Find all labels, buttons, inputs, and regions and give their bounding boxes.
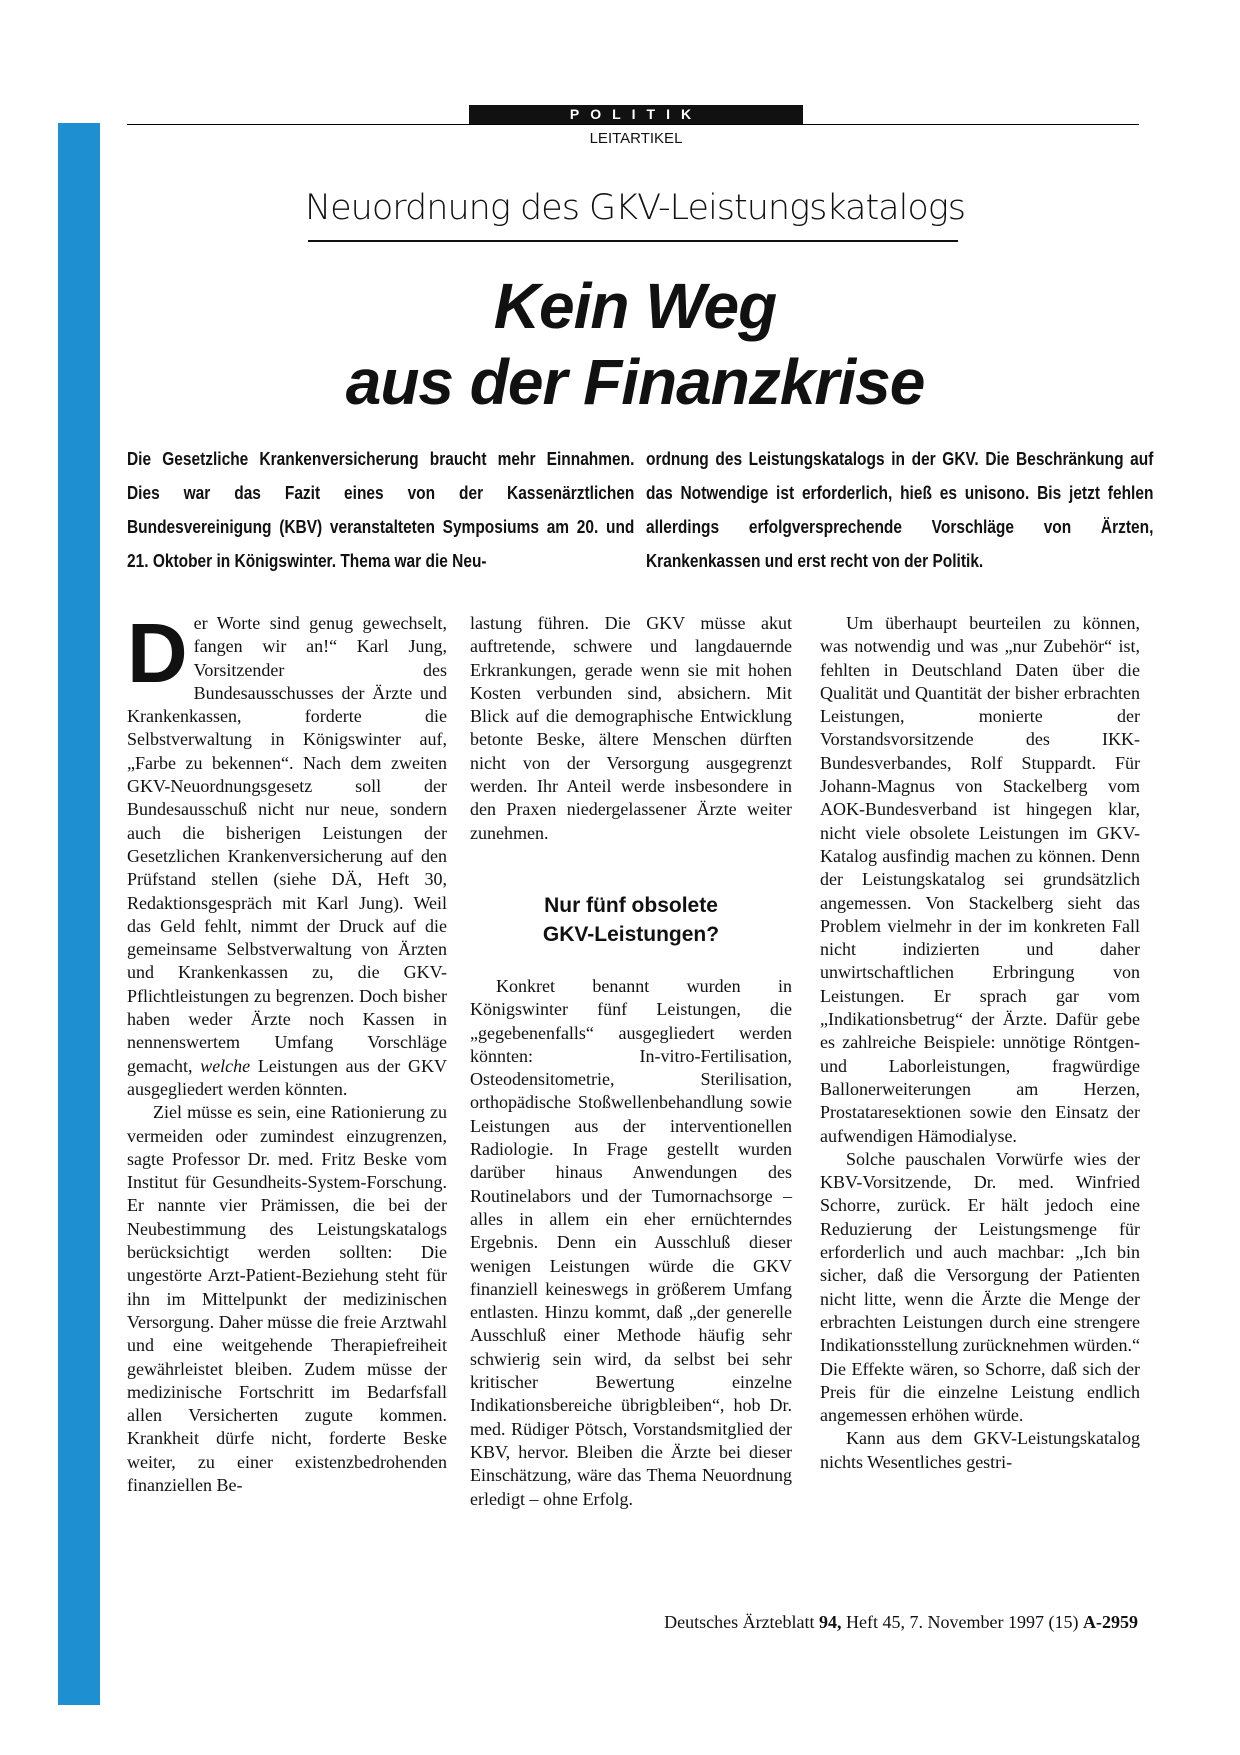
headline — [200, 268, 1070, 420]
paragraph — [127, 606, 447, 1101]
journal-volume: 94, — [819, 1612, 842, 1632]
paragraph: Konkret benannt wurden in Königswinter fünf Leistungen, die „gegebenenfalls“ ausgegliedert werden könnten: In-vitro-Fertilisation, Osteodensitometrie, Sterilisation, orthopädische Stoßwellenbehandlung sowie Leistungen aus der interventionellen Radiologie. In Frage gestellt wurden darüber hinaus Anwendungen des Routinelabors und der Tumornachsorge – alles in allem ein eher ernüchterndes Ergebnis. Denn ein Ausschluß dieser wenigen Leistungen würde die GKV finanziell keineswegs in größerem Umfang entlasten. Hinzu kommt, daß „der generelle Ausschluß einer Methode häufig sehr schwierig sein wird, da selbst bei sehr kritischer Bewertung einzelne Indikationsbereiche übrigbleiben“, hob Dr. med. Rüdiger Pötsch, Vorstandsmitglied der KBV, hervor. Bleiben die Ärzte bei dieser Einschätzung, wäre das Thema Neuordnung erledigt – ohne Erfolg. — [470, 975, 792, 1509]
issue-info: Heft 45, 7. November 1997 (15) — [841, 1612, 1083, 1632]
overline-rule — [308, 240, 958, 242]
headline-line-2: aus der Finanzkrise — [345, 346, 925, 418]
header-rule — [127, 124, 1139, 125]
subheading-line-2: GKV-Leistungen? — [542, 922, 720, 946]
paragraph: Kann aus dem GKV-Leistungskatalog nichts Wesentliches gestri- — [820, 1428, 1140, 1472]
page-number: A-2959 — [1083, 1612, 1138, 1632]
paragraph: Ziel müsse es sein, eine Rationierung zu vermeiden oder zumindest einzugrenzen, sagte Professor Dr. med. Fritz Beske vom Institut für Gesundheits-System-Forschung. Er nannte vier Prämissen, die bei der Neubestimmung des Leistungskatalogs berücksichtigt werden sollten: Die ungestörte Arzt-Patient-Beziehung steht für ihn im Mittelpunkt der medizinischen Versorgung. Daher müsse die freie Arztwahl und eine weitgehende Therapiefreiheit gewährleistet bleiben. Zudem müsse der medizinische Fortschritt im Bedarfsfall allen Versicherten zugute kommen. Krankheit dürfe nicht, forderte Beske weiter, zu einer existenzbedrohenden finanziellen Be- — [127, 1102, 447, 1495]
paragraph: Um überhaupt beurteilen zu können, was notwendig und was „nur Zubehör“ ist, fehlten in Deutschland Daten über die Qualität und Quantität der bisher erbrachten Leistungen, monierte der Vorstandsvorsitzende des IKK-Bundesverbandes, Rolf Stuppardt. Für Johann-Magnus von Stackelberg vom AOK-Bundesverband ist hingegen klar, nicht viele obsolete Leistungen im GKV-Katalog ausfindig machen zu können. Denn der Leistungskatalog sei grundsätzlich angemessen. Von Stackelberg sieht das Problem vielmehr in der im konkreten Fall nicht indizierten und daher unwirtschaftlichen Erbringung von Leistungen. Er sprach gar vom „Indikationsbetrug“ der Ärzte. Dafür gebe es zahlreiche Beispiele: unnötige Röntgen- und Laborleistungen, fragwürdige Ballonerweiterungen am Herzen, Prostataresektionen sowie den Einsatz der aufwendigen Hämodialyse. — [820, 613, 1140, 1146]
blue-sidebar-bar — [58, 123, 100, 1705]
drop-cap: D — [127, 606, 188, 700]
lead-right: ordnung des Leistungskatalogs in der GKV. Die Beschränkung auf das Notwendige ist erforderlich, hieß es unisono. Bis jetzt fehlen allerdings erfolgversprechende Vorschläge von Ärzten, Krankenkassen und erst recht von der Politik. — [646, 449, 1154, 571]
body-column-1 — [127, 606, 447, 1497]
journal-name: Deutsches Ärzteblatt — [664, 1612, 820, 1632]
body-column-3 — [820, 612, 1140, 1474]
paragraph: lastung führen. Die GKV müsse akut auftretende, schwere und langdauernde Erkrankungen, gerade wenn sie mit hohen Kosten verbunden sind, absichern. Mit Blick auf die demographische Entwicklung betonte Beske, ältere Menschen dürften nicht von der Versorgung ausgegrenzt werden. Ihr Anteil werde insbesondere in den Praxen niedergelassener Ärzte weiter zunehmen. — [470, 613, 792, 843]
text-run: Leistungen aus der GKV ausgegliedert werden könnten. — [127, 1055, 447, 1099]
paragraph: Solche pauschalen Vorwürfe wies der KBV-Vorsitzende, Dr. med. Winfried Schorre, zurück. Er hält jedoch eine Reduzierung der Leistungsmenge für erforderlich und auch machbar: „Ich bin sicher, daß die Versorgung der Patienten nicht litte, wenn die Ärzte die Menge der erbrachten Leistungen durch eine strengere Indikationsstellung zurücknehmen würden.“ Die Effekte wären, so Schorre, daß sich der Preis für die einzelne Leistung endlich angemessen erhöhen würde. — [820, 1148, 1140, 1426]
section-sublabel: LEITARTIKEL — [589, 130, 683, 147]
subheading-line-1: Nur fünf obsolete — [544, 893, 718, 917]
section-label: POLITIK — [469, 105, 803, 124]
emphasis: welche — [200, 1055, 251, 1076]
subheading — [470, 891, 792, 949]
text-run: er Worte sind genug gewechselt, fangen wir an!“ Karl Jung, Vorsitzender des Bundesausschusses der Ärzte und Krankenkassen, forderte die Selbstverwaltung in Königswinter auf, „Farbe zu bekennen“. Nach dem zweiten GKV-Neuordnungsgesetz soll der Bundesausschuß nicht nur neue, sondern auch die bisherigen Leistungen der Gesetzlichen Krankenversicherung auf den Prüfstand stellen (siehe DÄ, Heft 30, Redaktionsgespräch mit Karl Jung). Weil das Geld fehlt, nimmt der Druck auf die gemeinsame Selbstverwaltung von Ärzten und Krankenkassen zu, die GKV-Pflichtleistungen zu begrenzen. Doch bisher haben weder Ärzte noch Kassen in nennenswertem Umfang Vorschläge gemacht, — [127, 613, 447, 1076]
headline-line-1: Kein Weg — [493, 270, 777, 342]
overline-title: Neuordnung des GKV-Leistungskatalogs — [304, 188, 966, 228]
lead-left: Die Gesetzliche Krankenversicherung braucht mehr Einnahmen. Dies war das Fazit eines von der Kassenärztlichen Bundesvereinigung (KBV) veranstalteten Symposiums am 20. und 21. Oktober in Königswinter. Thema war die Neu- — [127, 449, 635, 571]
body-column-2 — [470, 612, 792, 1511]
page-footer — [560, 1612, 1138, 1633]
